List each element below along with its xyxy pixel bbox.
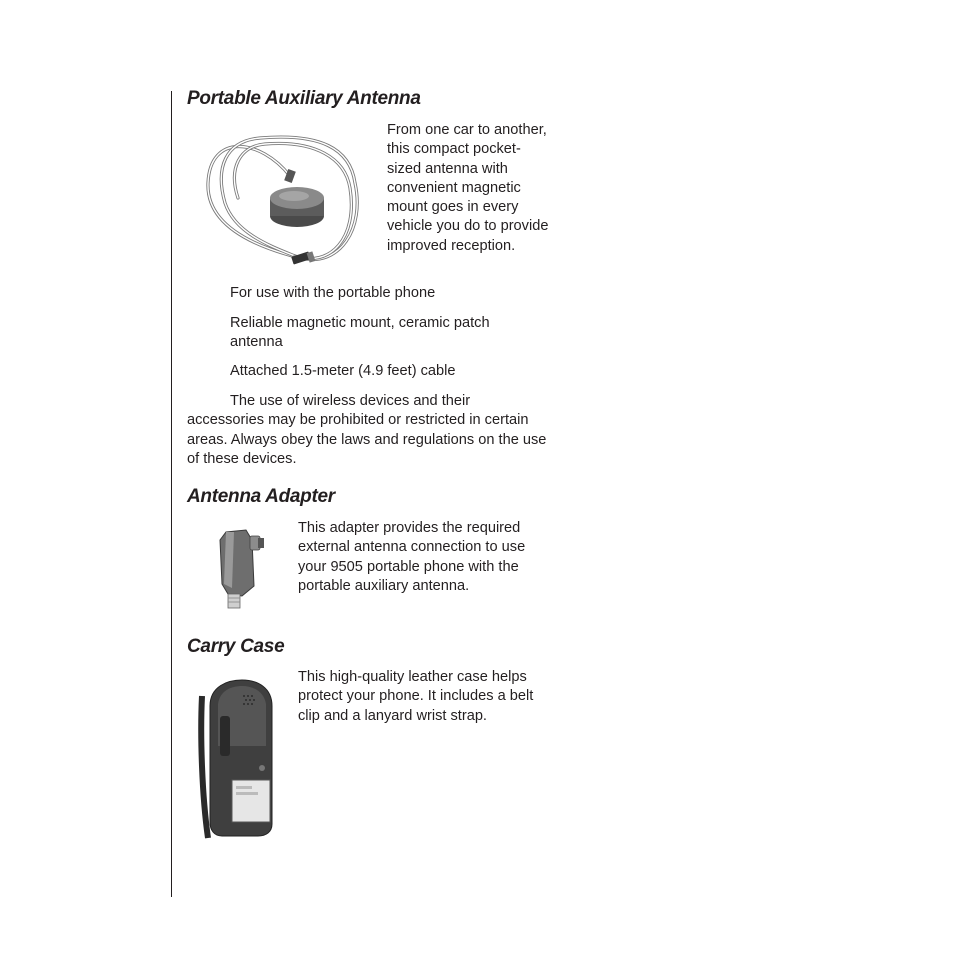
feature-item: For use with the portable phone <box>230 285 436 301</box>
heading-portable-auxiliary-antenna: Portable Auxiliary Antenna <box>187 88 421 109</box>
antenna-adapter-description: This adapter provides the required external antenna connection to use your 9505 portable phone with the portable auxiliary antenna. <box>298 520 526 594</box>
heading-carry-case: Carry Case <box>187 636 285 657</box>
carry-case-description: This high-quality leather case helps protect your phone. It includes a belt clip and a lanyard wrist strap. <box>298 669 534 724</box>
portable-antenna-description: From one car to another, this compact pocket-sized antenna with convenient magnetic mount goes in every vehicle you do to provide improved reception. <box>387 122 549 254</box>
heading-antenna-adapter: Antenna Adapter <box>187 486 335 507</box>
left-margin-rule <box>171 91 172 897</box>
feature-item: Attached 1.5-meter (4.9 feet) cable <box>230 363 456 379</box>
feature-item: Reliable magnetic mount, ceramic patch antenna <box>230 315 490 351</box>
portable-antenna-illustration <box>200 128 365 276</box>
carry-case-illustration <box>198 676 278 842</box>
usage-notice: The use of wireless devices and their accessories may be prohibited or restricted in certain areas. Always obey the laws and regulations on the use of these devices. <box>187 393 547 467</box>
antenna-adapter-illustration <box>212 526 270 612</box>
